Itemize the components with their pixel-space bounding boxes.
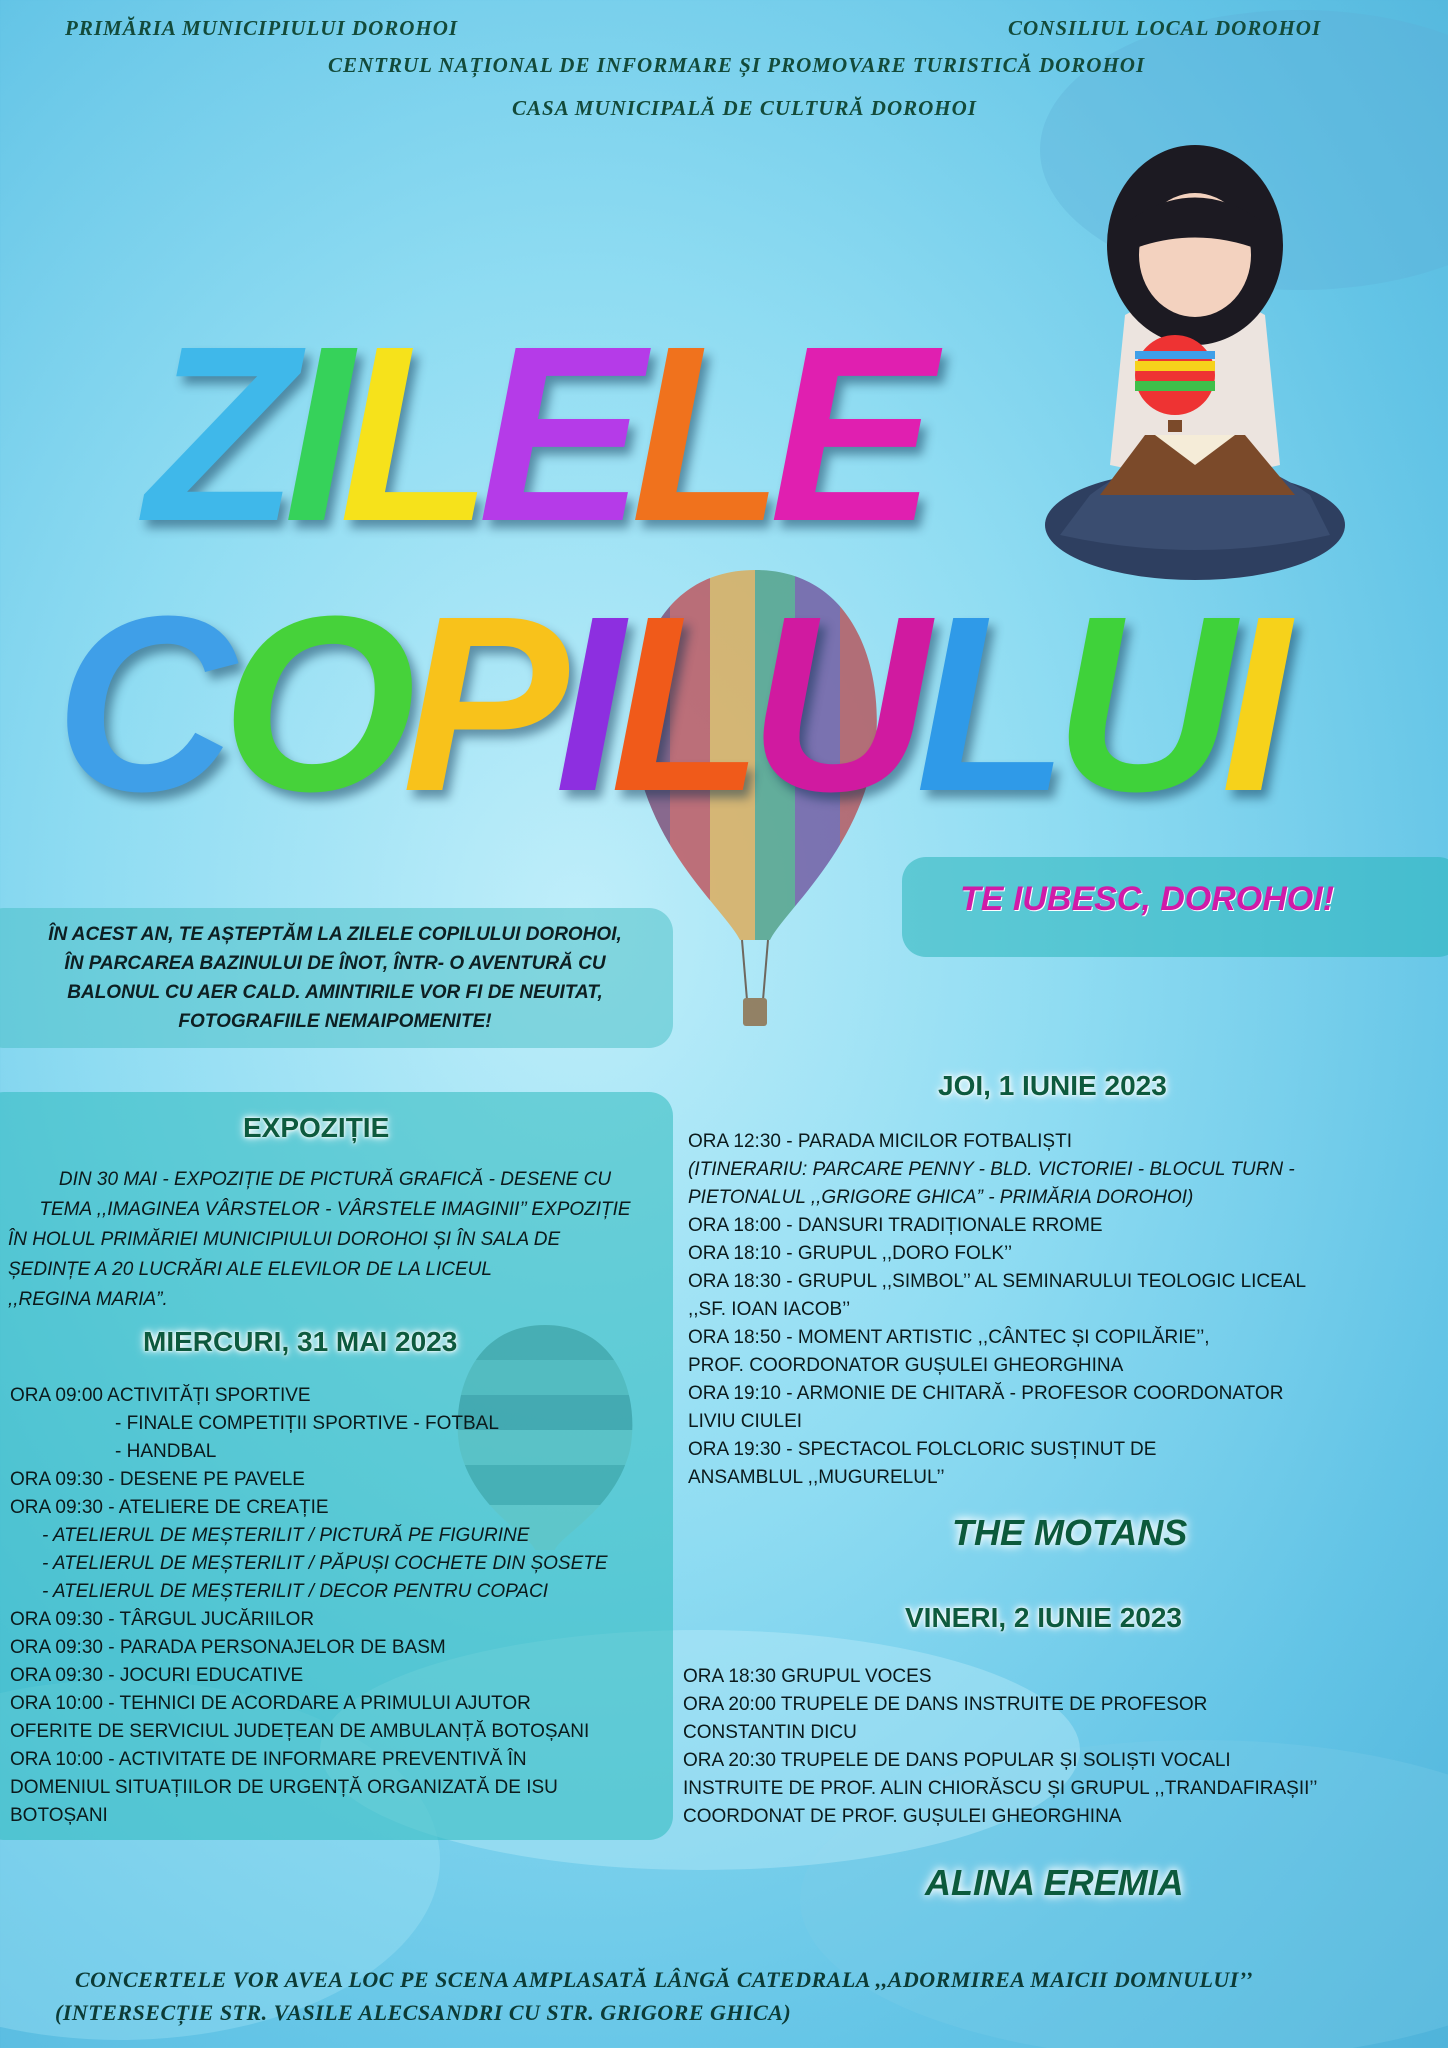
girl-reading-illustration <box>1030 135 1360 595</box>
title-letter: P <box>402 564 555 843</box>
thursday-schedule <box>688 1128 1306 1492</box>
friday-title: VINERI, 2 IUNIE 2023 <box>905 1602 1183 1633</box>
schedule-line: CONSTANTIN DICU <box>683 1722 857 1743</box>
schedule-line: - HANDBAL <box>115 1441 217 1462</box>
title-letter: L <box>339 294 478 573</box>
footer-line-1: CONCERTELE VOR AVEA LOC PE SCENA AMPLASATĂ LÂNGĂ CATEDRALA ,,ADORMIREA MAICII DOMNULUI’’ <box>75 1967 1253 1992</box>
slogan: TE IUBESC, DOROHOI! <box>960 880 1335 918</box>
title-letter: L <box>630 294 770 573</box>
schedule-line: ORA 18:30 - GRUPUL ,,SIMBOL’’ AL SEMINARULUI TEOLOGIC LICEAL <box>688 1271 1307 1292</box>
schedule-line: ORA 09:30 - DESENE PE PAVELE <box>10 1469 305 1490</box>
thursday-title: JOI, 1 IUNIE 2023 <box>938 1070 1167 1101</box>
schedule-line: - ATELIERUL DE MEȘTERILIT / DECOR PENTRU COPACI <box>42 1581 549 1602</box>
schedule-line: LIVIU CIULEI <box>688 1411 803 1432</box>
header-right: CONSILIUL LOCAL DOROHOI <box>1008 16 1322 40</box>
schedule-line: - ATELIERUL DE MEȘTERILIT / PICTURĂ PE FIGURINE <box>42 1525 530 1546</box>
schedule-line: - FINALE COMPETIȚII SPORTIVE - FOTBAL <box>115 1413 499 1434</box>
title-letter: I <box>1220 564 1277 843</box>
wednesday-schedule <box>10 1382 608 1830</box>
intro-line: BALONUL CU AER CALD. AMINTIRILE VOR FI DE NEUITAT, <box>67 982 603 1003</box>
schedule-line: ORA 09:30 - TÂRGUL JUCĂRIILOR <box>10 1609 315 1630</box>
schedule-line: ORA 09:00 ACTIVITĂȚI SPORTIVE <box>10 1385 311 1406</box>
schedule-line: ORA 20:30 TRUPELE DE DANS POPULAR ȘI SOLIȘTI VOCALI <box>683 1750 1231 1771</box>
schedule-line: ORA 18:50 - MOMENT ARTISTIC ,,CÂNTEC ȘI COPILĂRIE’’, <box>688 1327 1210 1348</box>
friday-schedule <box>683 1663 1318 1831</box>
title-letter: I <box>283 294 340 573</box>
expo-text <box>0 1165 670 1315</box>
title-letter: C <box>55 564 222 843</box>
title-letter: O <box>221 564 403 843</box>
headliner-thursday: THE MOTANS <box>952 1512 1188 1553</box>
schedule-line: PIETONALUL ,,GRIGORE GHICA” - PRIMĂRIA DOROHOI) <box>688 1187 1194 1208</box>
expo-line: TEMA ,,IMAGINEA VÂRSTELOR - VÂRSTELE IMAGINII’’ EXPOZIȚIE <box>39 1199 631 1220</box>
headliner-friday: ALINA EREMIA <box>925 1862 1184 1903</box>
expo-line: DIN 30 MAI - EXPOZIȚIE DE PICTURĂ GRAFICĂ - DESENE CU <box>58 1169 612 1190</box>
intro-text <box>10 920 660 1036</box>
schedule-line: - ATELIERUL DE MEȘTERILIT / PĂPUȘI COCHETE DIN ȘOSETE <box>42 1553 608 1574</box>
title-word-copilului <box>55 560 1276 847</box>
schedule-line: ANSAMBLUL ,,MUGURELUL’’ <box>688 1467 945 1488</box>
intro-line: ÎN ACEST AN, TE AȘTEPTĂM LA ZILELE COPILULUI DOROHOI, <box>48 924 622 945</box>
title-word-zilele <box>145 290 922 577</box>
schedule-line: ORA 09:30 - PARADA PERSONAJELOR DE BASM <box>10 1637 446 1658</box>
schedule-line: ORA 09:30 - JOCURI EDUCATIVE <box>10 1665 304 1686</box>
schedule-line: ORA 19:30 - SPECTACOL FOLCLORIC SUSȚINUT DE <box>688 1439 1157 1460</box>
title-letter: U <box>748 564 916 843</box>
footer-line-2: (INTERSECȚIE STR. VASILE ALECSANDRI CU STR. GRIGORE GHICA) <box>55 2000 792 2025</box>
schedule-line: ORA 19:10 - ARMONIE DE CHITARĂ - PROFESOR COORDONATOR <box>688 1383 1284 1404</box>
schedule-line: INSTRUITE DE PROF. ALIN CHIORĂSCU ȘI GRUPUL ,,TRANDAFIRAȘII’’ <box>683 1778 1318 1799</box>
schedule-line: (ITINERARIU: PARCARE PENNY - BLD. VICTORIEI - BLOCUL TURN - <box>688 1159 1295 1180</box>
schedule-line: BOTOȘANI <box>10 1805 108 1826</box>
intro-line: FOTOGRAFIILE NEMAIPOMENITE! <box>178 1011 492 1032</box>
expo-line: ,,REGINA MARIA”. <box>8 1289 168 1310</box>
schedule-line: COORDONAT DE PROF. GUȘULEI GHEORGHINA <box>683 1806 1122 1827</box>
title-letter: E <box>769 294 923 573</box>
expo-title: EXPOZIȚIE <box>243 1112 390 1143</box>
header-center-2: CASA MUNICIPALĂ DE CULTURĂ DOROHOI <box>512 96 977 120</box>
schedule-line: ORA 12:30 - PARADA MICILOR FOTBALIȘTI <box>688 1131 1072 1152</box>
header-center-1: CENTRUL NAȚIONAL DE INFORMARE ȘI PROMOVARE TURISTICĂ DOROHOI <box>328 53 1146 77</box>
title-letter: L <box>610 564 749 843</box>
expo-line: ȘEDINȚE A 20 LUCRĂRI ALE ELEVILOR DE LA LICEUL <box>8 1259 492 1280</box>
wednesday-title: MIERCURI, 31 MAI 2023 <box>143 1326 458 1357</box>
schedule-line: ORA 18:30 GRUPUL VOCES <box>683 1666 932 1687</box>
schedule-line: ORA 10:00 - ACTIVITATE DE INFORMARE PREVENTIVĂ ÎN <box>10 1749 527 1770</box>
title-letter: L <box>915 564 1055 843</box>
expo-line: ÎN HOLUL PRIMĂRIEI MUNICIPIULUI DOROHOI ȘI ÎN SALA DE <box>8 1229 561 1250</box>
title-letter: E <box>477 294 631 573</box>
intro-line: ÎN PARCAREA BAZINULUI DE ÎNOT, ÎNTR- O AVENTURĂ CU <box>64 953 606 974</box>
schedule-line: PROF. COORDONATOR GUȘULEI GHEORGHINA <box>688 1355 1124 1376</box>
header-left: PRIMĂRIA MUNICIPIULUI DOROHOI <box>65 16 459 40</box>
schedule-line: OFERITE DE SERVICIUL JUDEȚEAN DE AMBULANȚĂ BOTOȘANI <box>10 1721 590 1742</box>
title-letter: U <box>1054 564 1221 843</box>
schedule-line: DOMENIUL SITUAȚIILOR DE URGENȚĂ ORGANIZATĂ DE ISU <box>10 1777 558 1798</box>
title-letter: I <box>554 564 611 843</box>
schedule-line: ,,SF. IOAN IACOB’’ <box>688 1299 851 1320</box>
schedule-line: ORA 20:00 TRUPELE DE DANS INSTRUITE DE PROFESOR <box>683 1694 1208 1715</box>
schedule-line: ORA 18:00 - DANSURI TRADIȚIONALE RROME <box>688 1215 1103 1236</box>
schedule-line: ORA 10:00 - TEHNICI DE ACORDARE A PRIMULUI AJUTOR <box>10 1693 531 1714</box>
title-letter: Z <box>145 294 284 573</box>
schedule-line: ORA 18:10 - GRUPUL ,,DORO FOLK’’ <box>688 1243 1013 1264</box>
schedule-line: ORA 09:30 - ATELIERE DE CREAȚIE <box>10 1497 329 1518</box>
